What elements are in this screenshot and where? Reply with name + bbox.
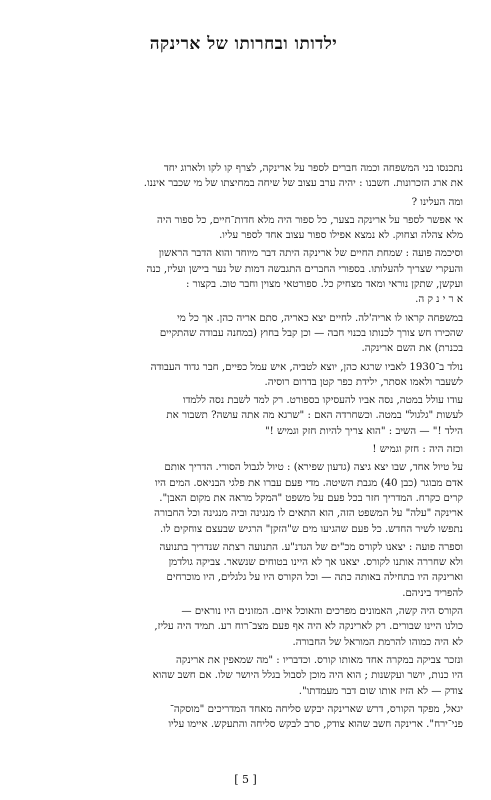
text-line: לעשות "גלגול" במטה. וכשחרדה האם : "שרגא מה אתה עושה? תשבור את [166,410,463,422]
text-line: צודק — לא הזיז אותו שום דבר מעמדתו". [298,685,463,697]
text-line: וסיכמה פועה : שמחת החיים של ארינקה היתה דבר מיוחד והוא הדבר הראשון [158,248,463,260]
text-line: ונזכר צביקה במקרה אחד מאותו קורס. וכדבריו : "מה שמאפין את ארינקה [176,654,463,666]
paragraph [24,161,463,192]
text-line: עודו עולל במטה, נסה אביו להעסיקו בספורט. רק למד לשבת נסה ללמדו [182,395,463,407]
paragraph [24,540,463,601]
paragraph [24,460,463,536]
text-line: וארינקה היו בתחילה באותה כתה — וכל הקורס היו על גלגלים, היו מוכרחים [166,572,463,584]
text-line: קרים כקרח. המדריך חזר בכל פעם על משפט "המקל מראה את מקום האבן". [159,492,463,504]
text-line: נתפשו לשיר החדש. כל פעם שהגיעו מים ש"הזקן" הרגיש שבעצם צוחקים לו. [159,523,463,535]
text-line: אדם מבוגר (כבן 40) מגבת השיטה. מדי פעם עברו את פלגי הבניאס. המים היו [154,477,463,489]
paragraph [24,195,463,210]
text-line: במשפחה קראו לו אריה'לה. לחיים יצא כאריה, סתם אריה כהן. אך כל מי [177,312,463,324]
text-line: ולא שחררה אותנו לקורס. יצאנו אך לא היינו בטוחים שנשאר. צביקה גולדמן [168,557,463,569]
text-line: אי אפשר לספר על ארינקה בצער, כל ספור היה מלא חדות־חיים, כל ספור היה [157,214,463,226]
paragraph [24,442,463,457]
page-number: [ 5 ] [234,773,257,786]
text-line: שהכירו חש צורך לכנותו בכנוי חבה — וכן קבל בחוץ (במחנה עבודה שהתקיים [159,327,463,339]
paragraph [24,311,463,357]
text-line: והעקרי שצריך להעלותו. בספורי החברים התגבשה דמות של נער ביישן ועליז, כנה [146,263,463,275]
text-line: וספרה פועה : יצאנו לקורס מכ"ים של הגדנ"ע. התנועה רצתה שנדריך בתנועה [159,541,463,553]
text-line: את ארג הזכרונות. חשבנו : יהיה ערב עצוב של שיחה במחיצתו של מי שכבר איננו. [143,178,463,190]
paragraph [24,604,463,650]
text-line: וכזה היה : חזק וגמיש ! [372,444,463,456]
text-line: נולד ב־1930 לאביו שרגא כהן, יוצא לטביה, איש עמל כפיים, חבר גדוד העבודה [150,361,463,373]
paragraph [24,393,463,439]
text-line: יגאל, מפקד הקורס, דרש שארינקה יבקש סליחה מאחד המדריכים "מוסקה־ [170,703,463,715]
text-line: מלא צהלה וצחוק. לא נמצא אפילו ספור עצוב אחד לספר עליו. [219,230,463,242]
text-line: כולנו היינו שבורים. רק לארינקה לא היה אף פעם מצב־רוח רע. תמיד היה עליז, [154,621,463,633]
chapter-title: ילדותו ובחרותו של ארינקה [149,34,338,54]
paragraph [24,360,463,391]
text-line: לשעבר ולאמו אסתר, ילידת כפר קטן בדרום רוסיה. [264,376,463,388]
paragraph [24,246,463,307]
text-line: א ר י נ ק ה. [415,294,463,306]
paragraph [24,653,463,699]
text-line: הקורס היה קשה, האמונים מפרכים והאוכל איום. המזונים היו נוראים — [181,606,463,618]
text-line: פני־ירח". ארינקה חשב שהוא צודק, סרב לבקש סליחה והתעקש. איימו עליו [168,719,463,731]
text-line: לא היה כמוהו להרמת המוראל של החבורה. [292,636,463,648]
text-line: ארינקה "עלה" על המשפט הזה, הוא התאים לו מנגינה וביה מנגינה וכל החבורה [154,508,463,520]
paragraph [24,702,463,733]
paragraph [24,213,463,244]
text-line: על טיול אחד, שבו יצא גיצה (גדעון שפירא) : טיול לגבול הסורי. הדריך אותם [164,462,463,474]
text-line: בכנרת) את השם ארינקה. [361,343,463,355]
body-text [24,161,463,732]
text-line: היו כנות, יושר ועקשנות ; הוא היה מוכן לסבול בגלל היושר שלו. אם חשב שהוא [152,670,463,682]
text-line: ועקשן, שתקן נוראי ומאד מצחיק כל. ספורטאי מצוין וחבר טוב. בקצור : [186,279,463,291]
text-line: ומה העלינו ? [411,196,463,208]
text-line: להפריד ביניהם. [402,587,463,599]
text-line: הילד !" — השיב : "הוא צריך להיות חזק וגמיש !" [264,425,463,437]
text-line: נתכנסו בני המשפחה וכמה חברים לספר על ארינקה, לצרף קו לקו ולארוג יחד [163,163,463,174]
